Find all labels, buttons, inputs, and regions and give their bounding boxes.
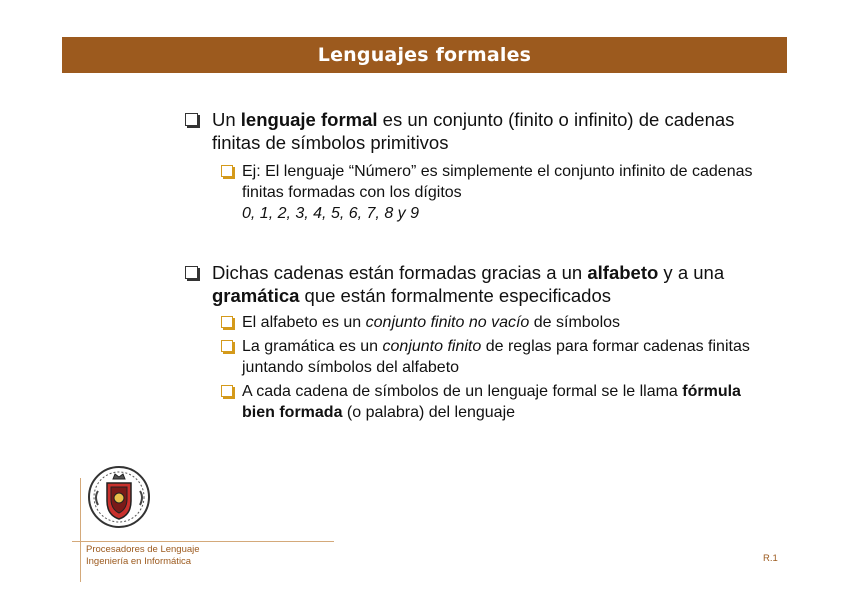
slide-content — [185, 108, 755, 423]
sub-bullet-text: La gramática es un — [242, 338, 383, 355]
bullet-bold: alfabeto — [587, 262, 659, 283]
sub-bullet-2-2 — [221, 336, 755, 378]
title-bar — [62, 37, 787, 73]
bullet-2 — [185, 261, 755, 307]
sub-bullet-text: A cada cadena de símbolos de un lenguaje formal se le llama — [242, 383, 683, 400]
checkbox-bullet-icon — [185, 113, 198, 126]
checkbox-sub-bullet-icon — [221, 165, 233, 177]
sub-bullet-text: El alfabeto es un — [242, 314, 366, 331]
university-crest-icon — [86, 461, 152, 533]
checkbox-sub-bullet-icon — [221, 385, 233, 397]
bullet-bold: gramática — [212, 285, 300, 306]
sub-bullet-italic: conjunto finito — [382, 338, 482, 355]
footer-course: Procesadores de Lenguaje — [86, 544, 200, 555]
sub-bullet-text: de reglas para formar cadenas finitas juntando símbolos del alfabeto — [242, 338, 750, 376]
footer — [86, 544, 200, 568]
sub-bullet-text: Ej: El lenguaje “Número” es simplemente el conjunto infinito de cadenas finitas formadas con los dígitos — [242, 163, 753, 201]
bullet-text: Un — [212, 109, 241, 130]
sub-bullet-italic: 0, 1, 2, 3, 4, 5, 6, 7, 8 y 9 — [242, 205, 419, 222]
bullet-text: Dichas cadenas están formadas gracias a un — [212, 262, 588, 283]
bullet-text: y a una — [658, 262, 725, 283]
bullet-text: es un conjunto (finito o infinito) de cadenas finitas de símbolos primitivos — [212, 109, 735, 153]
checkbox-sub-bullet-icon — [221, 340, 233, 352]
sub-bullet-bold: fórmula bien formada — [242, 383, 741, 421]
slide-title: Lenguajes formales — [317, 44, 532, 66]
sub-bullet-italic: conjunto finito no vacío — [365, 314, 530, 331]
footer-degree: Ingeniería en Informática — [86, 556, 192, 567]
sub-bullet-1-1 — [221, 161, 755, 224]
sub-bullet-2-3 — [221, 381, 755, 423]
checkbox-sub-bullet-icon — [221, 316, 233, 328]
footer-vertical-rule — [80, 478, 81, 582]
sub-bullet-2-1 — [221, 312, 755, 333]
sub-bullet-text: (o palabra) del lenguaje — [342, 404, 516, 421]
footer-horizontal-rule — [72, 541, 334, 542]
bullet-1 — [185, 108, 755, 154]
sub-bullet-text: de símbolos — [529, 314, 621, 331]
bullet-text: que están formalmente especificados — [299, 285, 611, 306]
page-number: R.1 — [763, 553, 778, 564]
checkbox-bullet-icon — [185, 266, 198, 279]
bullet-bold: lenguaje formal — [240, 109, 378, 130]
